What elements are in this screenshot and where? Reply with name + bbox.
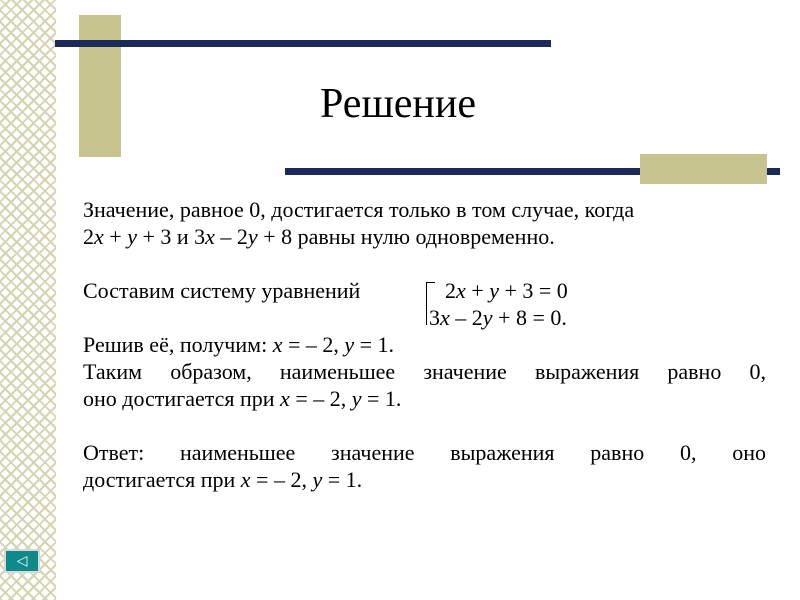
- top-accent-block: [79, 15, 121, 157]
- system-label: Составим систему уравнений: [83, 278, 361, 303]
- top-accent-line: [55, 40, 551, 47]
- conclusion-line-2: оно достигается при x = – 2, y = 1.: [83, 386, 402, 411]
- back-button[interactable]: [4, 549, 40, 573]
- conclusion-line-1: Таким образом, наименьшее значение выражения равно 0,: [83, 359, 766, 384]
- bottom-accent-block: [640, 154, 767, 184]
- back-arrow-icon: ◁: [16, 553, 28, 569]
- equation-2: 3x – 2y + 8 = 0.: [429, 305, 567, 330]
- solution-line: Решив её, получим: x = – 2, y = 1.: [83, 332, 395, 357]
- system-row-1: [83, 277, 766, 304]
- slide-content: [83, 196, 766, 493]
- system-row-2: [83, 304, 766, 331]
- text-line-2: 2x + y + 3 и 3x – 2y + 8 равны нулю одновременно.: [83, 224, 555, 249]
- answer-line-1: Ответ: наименьшее значение выражения равно 0, оно: [83, 440, 766, 465]
- answer-line-2: достигается при x = – 2, y = 1.: [83, 467, 363, 492]
- slide-title: Решение: [320, 81, 477, 127]
- text-line-1: Значение, равное 0, достигается только в том случае, когда: [83, 197, 635, 222]
- left-stripe-decoration: [0, 0, 56, 600]
- equation-1: 2x + y + 3 = 0: [445, 278, 568, 303]
